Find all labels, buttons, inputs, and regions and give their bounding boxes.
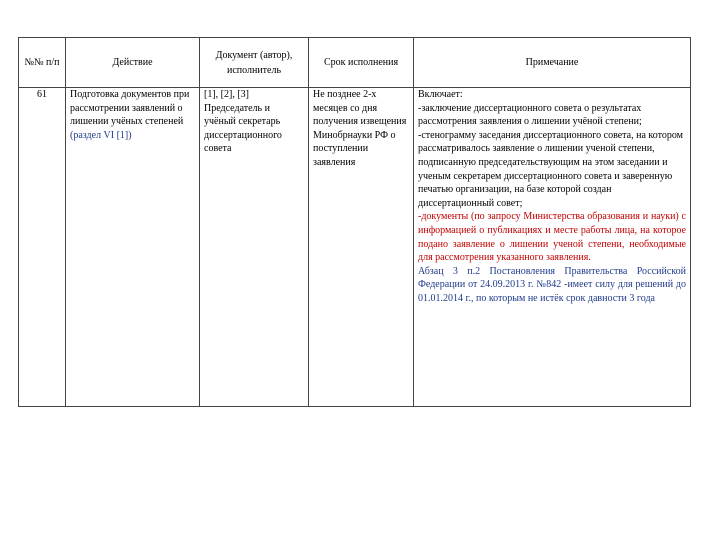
header-num: №№ п/п (19, 38, 66, 88)
table-row (19, 88, 691, 407)
header-note: Примечание (414, 38, 691, 88)
row-num: 61 (19, 88, 66, 407)
row-action-text: Подготовка документов при рассмотрении заявлений о лишении учёных степеней (70, 89, 190, 128)
procedure-table (18, 37, 691, 407)
note-item-conclusion: -заключение диссертационного совета о результатах рассмотрения заявления о лишении учёной степени; (418, 102, 642, 128)
row-note (414, 88, 691, 407)
header-action: Действие (66, 38, 200, 88)
row-document: [1], [2], [3] Председатель и учёный секретарь диссертационного совета (200, 88, 309, 407)
note-intro: Включает: (418, 89, 463, 100)
note-legal-reference: Абзац 3 п.2 Постановления Правительства Российской Федерации от 24.09.2013 г. №842 -имеет силу для решений до 01.01.2014 г., по которым не истёк срок давности 3 года (418, 265, 686, 304)
table-header-row (19, 38, 691, 88)
row-term: Не позднее 2-х месяцев со дня получения извещения Минобрнауки РФ о поступлении заявления (309, 88, 414, 407)
header-document: Документ (автор), исполнитель (200, 38, 309, 88)
note-item-transcript: -стенограмму заседания диссертационного совета, на котором рассматривалось заявление о лишении ученой степени, подписанную председательствующим на этом заседании и ученым секретарем диссертационного совета и заверенную печатью организации, на базе которой создан диссертационный совет; (418, 129, 683, 209)
header-term: Срок исполнения (309, 38, 414, 88)
note-item-documents: -документы (по запросу Министерства образования и науки) с информацией о публикациях и месте работы лица, на которое подано заявление о лишении ученой степени, необходимые для рассмотрения указанного заявления. (418, 211, 686, 264)
row-action (66, 88, 200, 407)
row-action-link: (раздел VI [1]) (70, 129, 132, 141)
